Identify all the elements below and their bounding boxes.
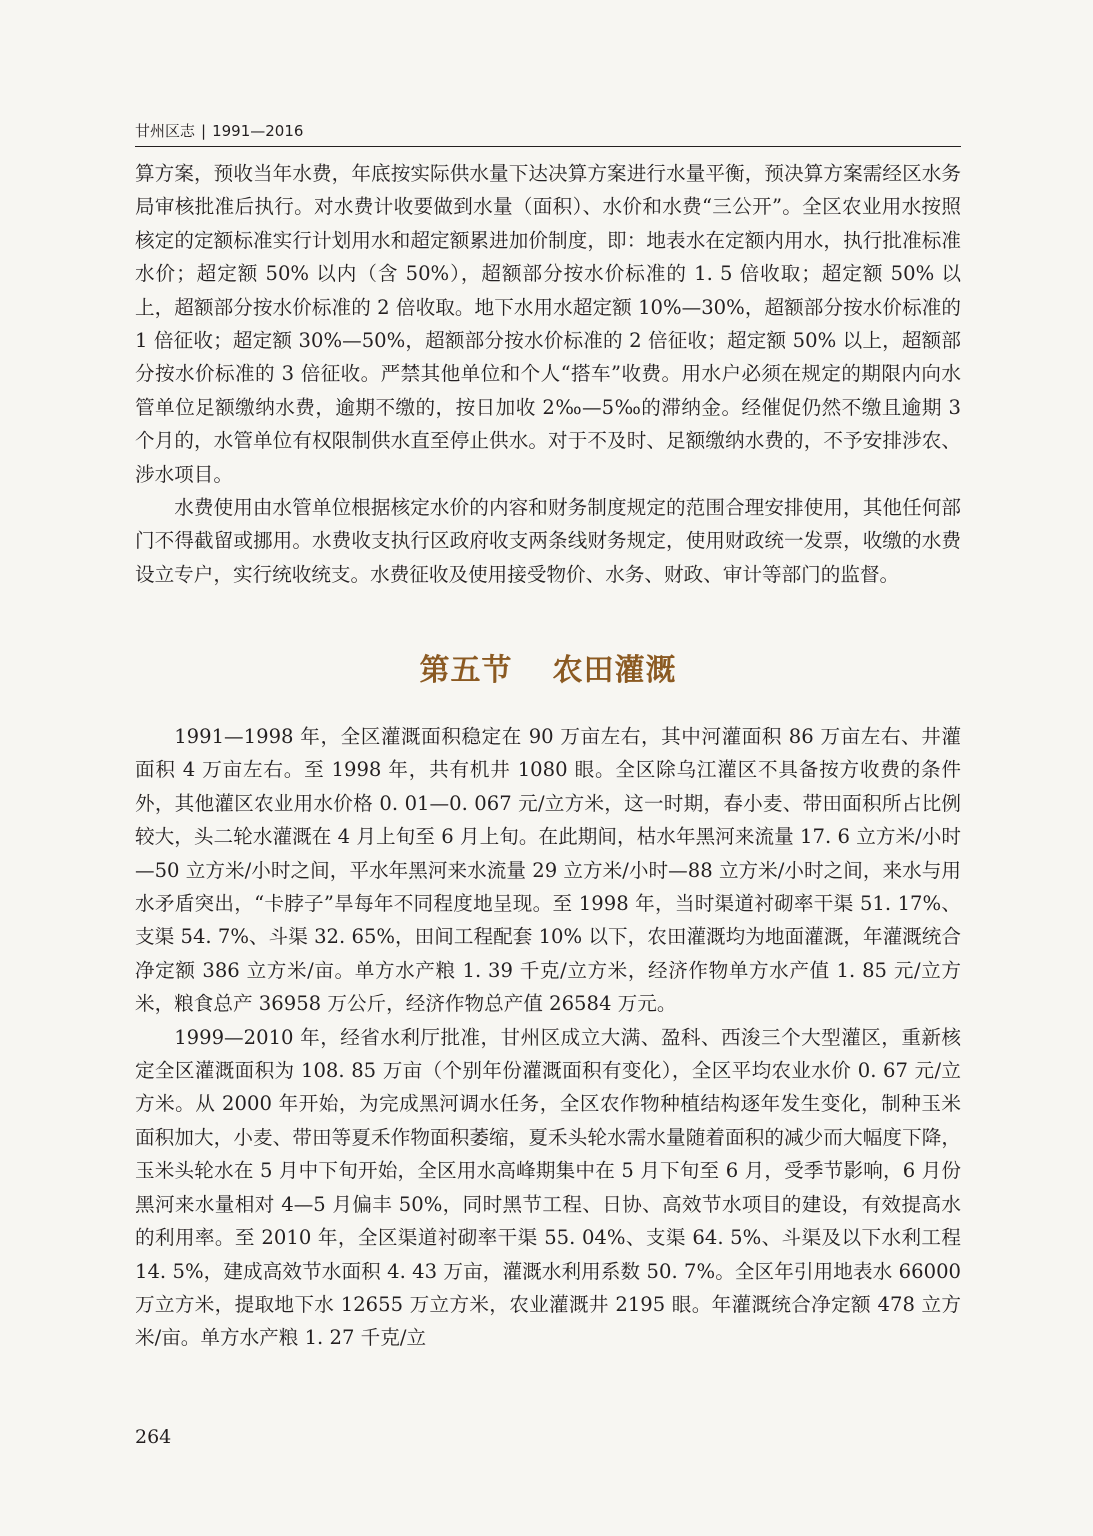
- book-title: 甘州区志: [135, 122, 196, 140]
- paragraph-1991-1998: 1991—1998 年，全区灌溉面积稳定在 90 万亩左右，其中河灌面积 86 万亩左右、井灌面积 4 万亩左右。至 1998 年，共有机井 1080 眼。全区除乌江灌区不具备按方收费的条件外，其他灌区农业用水价格 0. 01—0. 067 元/立方米，这一时期，春小麦、带田面积所占比例较大，头二轮水灌溉在 4 月上旬至 6 月上旬。在此期间，枯水年黑河来流量 17. 6 立方米/小时—50 立方米/小时之间，平水年黑河来水流量 29 立方米/小时—88 立方米/小时之间，来水与用水矛盾突出，“卡脖子”旱每年不同程度地呈现。至 1998 年，当时渠道衬砌率干渠 51. 17%、支渠 54. 7%、斗渠 32. 65%，田间工程配套 10% 以下，农田灌溉均为地面灌溉，年灌溉统合净定额 386 立方米/亩。单方水产粮 1. 39 千克/立方米，经济作物单方水产值 1. 85 元/立方米，粮食总产 36958 万公斤，经济作物总产值 26584 万元。: [135, 725, 961, 1016]
- bottom-text-block: [135, 720, 961, 1355]
- section-heading: [135, 651, 961, 691]
- header-separator: |: [201, 122, 207, 140]
- paragraph-1999-2010: 1999—2010 年，经省水利厅批准，甘州区成立大满、盈科、西浚三个大型灌区，重新核定全区灌溉面积为 108. 85 万亩（个别年份灌溉面积有变化），全区平均农业水价 0. 67 元/立方米。从 2000 年开始，为完成黑河调水任务，全区农作物种植结构逐年发生变化，制种玉米面积加大，小麦、带田等夏禾作物面积萎缩，夏禾头轮水需水量随着面积的减少而大幅度下降，玉米头轮水在 5 月中下旬开始，全区用水高峰期集中在 5 月下旬至 6 月，受季节影响，6 月份黑河来水量相对 4—5 月偏丰 50%，同时黑节工程、日协、高效节水项目的建设，有效提高水的利用率。至 2010 年，全区渠道衬砌率干渠 55. 04%、支渠 64. 5%、斗渠及以下水利工程 14. 5%，建成高效节水面积 4. 43 万亩，灌溉水利用系数 50. 7%。全区年引用地表水 66000 万立方米，提取地下水 12655 万立方米，农业灌溉井 2195 眼。年灌溉统合净定额 478 立方米/亩。单方水产粮 1. 27 千克/立: [135, 1025, 961, 1350]
- header-years: 1991—2016: [212, 122, 304, 140]
- paragraph-water-fee-usage: 水费使用由水管单位根据核定水价的内容和财务制度规定的范围合理安排使用，其他任何部门不得截留或挪用。水费收支执行区政府收支两条线财务规定，使用财政统一发票，收缴的水费设立专户，实行统收统支。水费征收及使用接受物价、水务、财政、审计等部门的监督。: [135, 496, 961, 586]
- running-header: [135, 120, 961, 147]
- page-number: 264: [135, 1426, 172, 1448]
- section-number: 第五节: [419, 653, 513, 688]
- paragraph-continued: 算方案，预收当年水费，年底按实际供水量下达决算方案进行水量平衡，预决算方案需经区水务局审核批准后执行。对水费计收要做到水量（面积）、水价和水费“三公开”。全区农业用水按照核定的定额标准实行计划用水和超定额累进加价制度，即：地表水在定额内用水，执行批准标准水价；超定额 50% 以内（含 50%），超额部分按水价标准的 1. 5 倍收取；超定额 50% 以上，超额部分按水价标准的 2 倍收取。地下水用水超定额 10%—30%，超额部分按水价标准的 1 倍征收；超定额 30%—50%，超额部分按水价标准的 2 倍征收；超定额 50% 以上，超额部分按水价标准的 3 倍征收。严禁其他单位和个人“搭车”收费。用水户必须在规定的期限内向水管单位足额缴纳水费，逾期不缴的，按日加收 2‰—5‰的滞纳金。经催促仍然不缴且逾期 3 个月的，水管单位有权限制供水直至停止供水。对于不及时、足额缴纳水费的，不予安排涉农、涉水项目。: [135, 162, 961, 486]
- top-text-block: [135, 157, 961, 591]
- section-title-text: 农田灌溉: [552, 653, 677, 688]
